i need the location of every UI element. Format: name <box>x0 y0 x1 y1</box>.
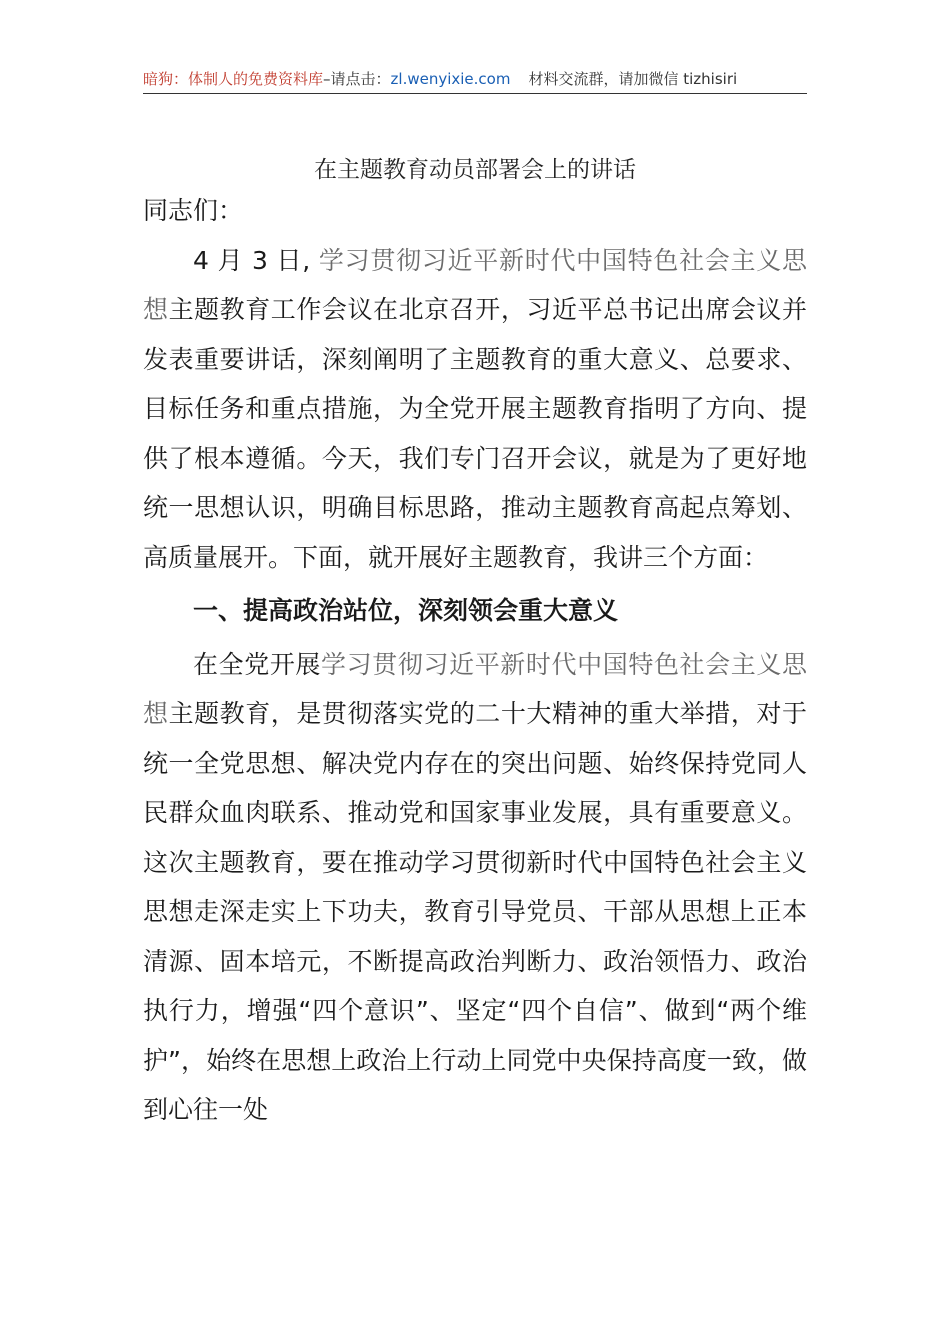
paragraph-1-highlight: 学习贯彻习近平新时代中国特色社会主义思想 <box>143 245 807 324</box>
salutation: 同志们： <box>143 196 244 225</box>
paragraph-2 <box>143 640 807 1135</box>
paragraph-1-lead: 4 月 3 日, <box>193 245 319 275</box>
paragraph-2-highlight: 学习贯彻习近平新时代中国特色社会主义思想 <box>143 649 807 728</box>
document-body <box>143 186 807 1135</box>
header-contact: 材料交流群，请加微信 tizhisiri <box>528 70 738 88</box>
paragraph-1-rest: 主题教育工作会议在北京召开，习近平总书记出席会议并发表重要讲话，深刻阐明了主题教育的重大意义、总要求、目标任务和重点措施，为全党开展主题教育指明了方向、提供了根本遵循。今天，我们专门召开会议，就是为了更好地统一思想认识，明确目标思路，推动主题教育高起点筹划、高质量展开。下面，就开展好主题教育，我讲三个方面： <box>143 295 807 572</box>
page-header <box>143 68 807 90</box>
paragraph-2-rest: 主题教育，是贯彻落实党的二十大精神的重大举措，对于统一全党思想、解决党内存在的突出问题、始终保持党同人民群众血肉联系、推动党和国家事业发展，具有重要意义。这次主题教育，要在推动学习贯彻新时代中国特色社会主义思想走深走实上下功夫，教育引导党员、干部从思想上正本清源、固本培元，不断提高政治判断力、政治领悟力、政治执行力，增强“四个意识”、坚定“四个自信”、做到“两个维护”，始终在思想上政治上行动上同党中央保持高度一致，做到心往一处 <box>143 699 807 1124</box>
paragraph-1 <box>143 236 807 583</box>
header-brand: 暗狗：体制人的免费资料库 <box>143 70 324 88</box>
header-divider <box>143 93 807 94</box>
section-heading-1: 一、提高政治站位，深刻领会重大意义 <box>193 596 619 625</box>
document-title: 在主题教育动员部署会上的讲话 <box>314 157 636 183</box>
header-link[interactable]: zl.wenyixie.com <box>390 70 511 88</box>
header-cta: –请点击： <box>323 70 391 88</box>
paragraph-2-lead: 在全党开展 <box>193 649 322 679</box>
